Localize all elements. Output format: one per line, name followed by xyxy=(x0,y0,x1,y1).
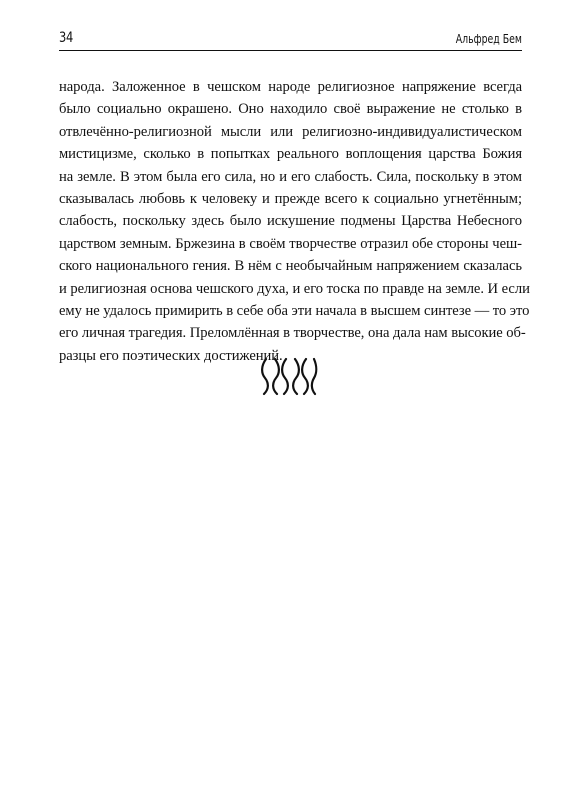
body-text xyxy=(59,76,530,367)
text-line: ского национального гения. В нём с необычайным напряжением сказалась xyxy=(59,258,522,275)
text-line: мистицизме, сколько в попытках реального воплощения царства Божия xyxy=(59,146,522,163)
text-line: царством земным. Бржезина в своём творчестве отразил обе стороны чеш- xyxy=(59,235,522,252)
text-line: сказывалась любовь к человеку и прежде всего к социально угнетённым; xyxy=(59,190,522,207)
text-line: было социально окрашено. Оно находило своё выражение не столько в xyxy=(59,101,522,118)
text-line: на земле. В этом была его сила, но и его слабость. Сила, поскольку в этом xyxy=(59,168,522,185)
page-header xyxy=(59,30,522,51)
text-line: слабость, поскольку здесь было искушение подмены Царства Небесного xyxy=(59,213,522,230)
text-line: его личная трагедия. Преломлённая в творчестве, она дала нам высокие об- xyxy=(59,325,526,342)
wavy-lines-ornament-icon xyxy=(259,356,319,396)
text-line: народа. Заложенное в чешском народе религиозное напряжение всегда xyxy=(59,79,522,95)
running-head: Альфред Бем xyxy=(455,32,522,46)
text-line: разцы его поэтических достижений. xyxy=(59,347,283,364)
text-line: отвлечённо-религиозной мысли или религиозно-индивидуалистическом xyxy=(59,123,522,140)
page-number: 34 xyxy=(59,30,73,46)
text-line: ему не удалось примирить в себе оба эти начала в высшем синтезе — то это xyxy=(59,302,530,319)
text-line: и религиозная основа чешского духа, и его тоска по правде на земле. И если xyxy=(59,280,530,297)
